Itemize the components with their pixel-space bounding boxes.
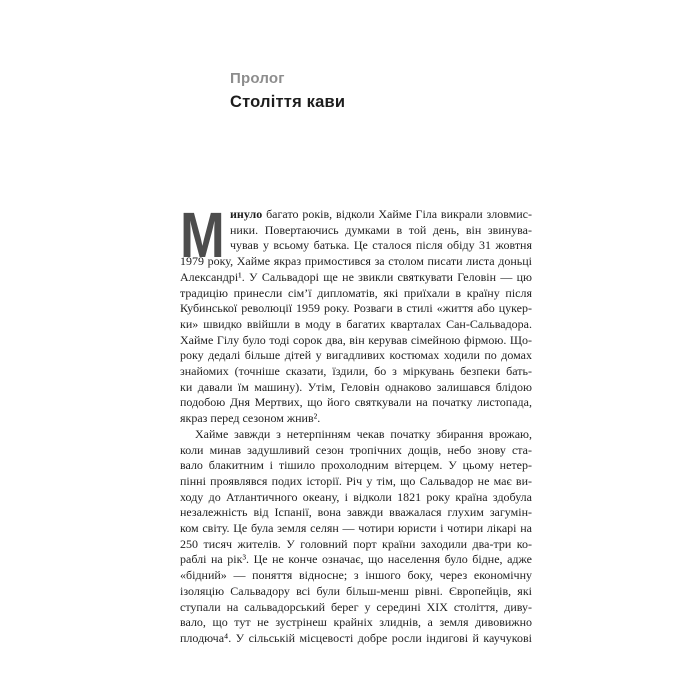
text-line: ки» швидко ввійшли в моду в багатих кварталах Сан-Сальвадора. xyxy=(180,316,532,331)
text-line xyxy=(180,207,532,223)
chapter-kicker: Пролог xyxy=(230,70,285,87)
paragraph-2 xyxy=(180,427,532,647)
text-line: Кубинської революції 1959 року. Розваги в стилі «життя або цукер- xyxy=(180,301,532,316)
text-line: знайомих (точніше сказати, їздили, бо з міркувань безпеки бать- xyxy=(180,364,532,379)
text-line: ізоляцію Сальвадору всі були більш-менш рівні. Європейців, які xyxy=(180,583,532,598)
text-line: раблі на рік³. Це не конче означає, що населення було бідне, адже xyxy=(180,552,532,567)
text-line: незалежність від Іспанії, вона завжди вважалася глухим загумін- xyxy=(180,505,532,520)
text-line: подобою Дня Мертвих, що його святкували на початку листопада, xyxy=(180,395,532,410)
text-line: традицію принесли сім’ї дипломатів, які приїхали в країну після xyxy=(180,285,532,300)
text-line: Хайме завжди з нетерпінням чекав початку збирання врожаю, xyxy=(195,426,532,441)
text-line: Хайме Гілу було тоді сорок два, він керував сімейною фірмою. Що- xyxy=(180,332,532,347)
lead-bold-word: инуло xyxy=(230,207,263,221)
text-line: року дедалі більше дітей у вигадливих костюмах ходили по домах xyxy=(180,348,532,363)
text-line: чував у всьому батька. Це сталося після обіду 31 жовтня xyxy=(230,238,532,253)
chapter-header xyxy=(230,71,345,111)
text-line: пінні проявлявся подих історії. Річ у тім, що Сальвадор не має ви- xyxy=(180,473,532,488)
text-line: плодюча⁴. У сільській місцевості добре росли індигові й каучукові xyxy=(180,630,532,645)
text-line-rest: багато років, відколи Хайме Гіла викрали зловмис- xyxy=(262,207,532,221)
text-line: ступали на сальвадорський берег у середині XIX століття, диву- xyxy=(180,599,532,614)
text-line: 250 тисяч жителів. У головний порт країни заходили два-три ко- xyxy=(180,536,532,551)
text-line: ки давали їм машину). Утім, Геловін однаково залишався блідою xyxy=(180,379,532,394)
text-line: якраз перед сезоном жнив². xyxy=(180,411,321,426)
text-line: вало блакитним і тішило прохолодним вітерцем. У цьому нетер- xyxy=(180,458,532,473)
text-line: вало, що тут не зустрінеш крайніх злиднів, а земля дивовижно xyxy=(180,615,532,630)
text-line: 1979 року, Хайме якраз примостився за столом писати листа доньці xyxy=(180,254,532,269)
text-line: «бідний» — поняття відносне; з іншого боку, через економічну xyxy=(180,568,532,583)
body-text xyxy=(180,199,532,647)
text-line: ходу до Атлантичного океану, і відколи 1821 року країна здобула xyxy=(180,489,532,504)
text-line: ком світу. Це була земля селян — чотири юристи і чотири лікарі на xyxy=(180,521,532,536)
paragraph-1 xyxy=(180,199,532,427)
text-line: Александрі¹. У Сальвадорі ще не звикли святкувати Геловін — цю xyxy=(180,269,532,284)
chapter-title: Століття кави xyxy=(230,93,346,111)
text-line: ники. Повертаючись думками в той день, він звинува- xyxy=(230,222,532,237)
text-line: коли минав задушливий сезон тропічних дощів, небо знову ста- xyxy=(180,442,532,457)
drop-cap-letter: М xyxy=(180,199,225,271)
